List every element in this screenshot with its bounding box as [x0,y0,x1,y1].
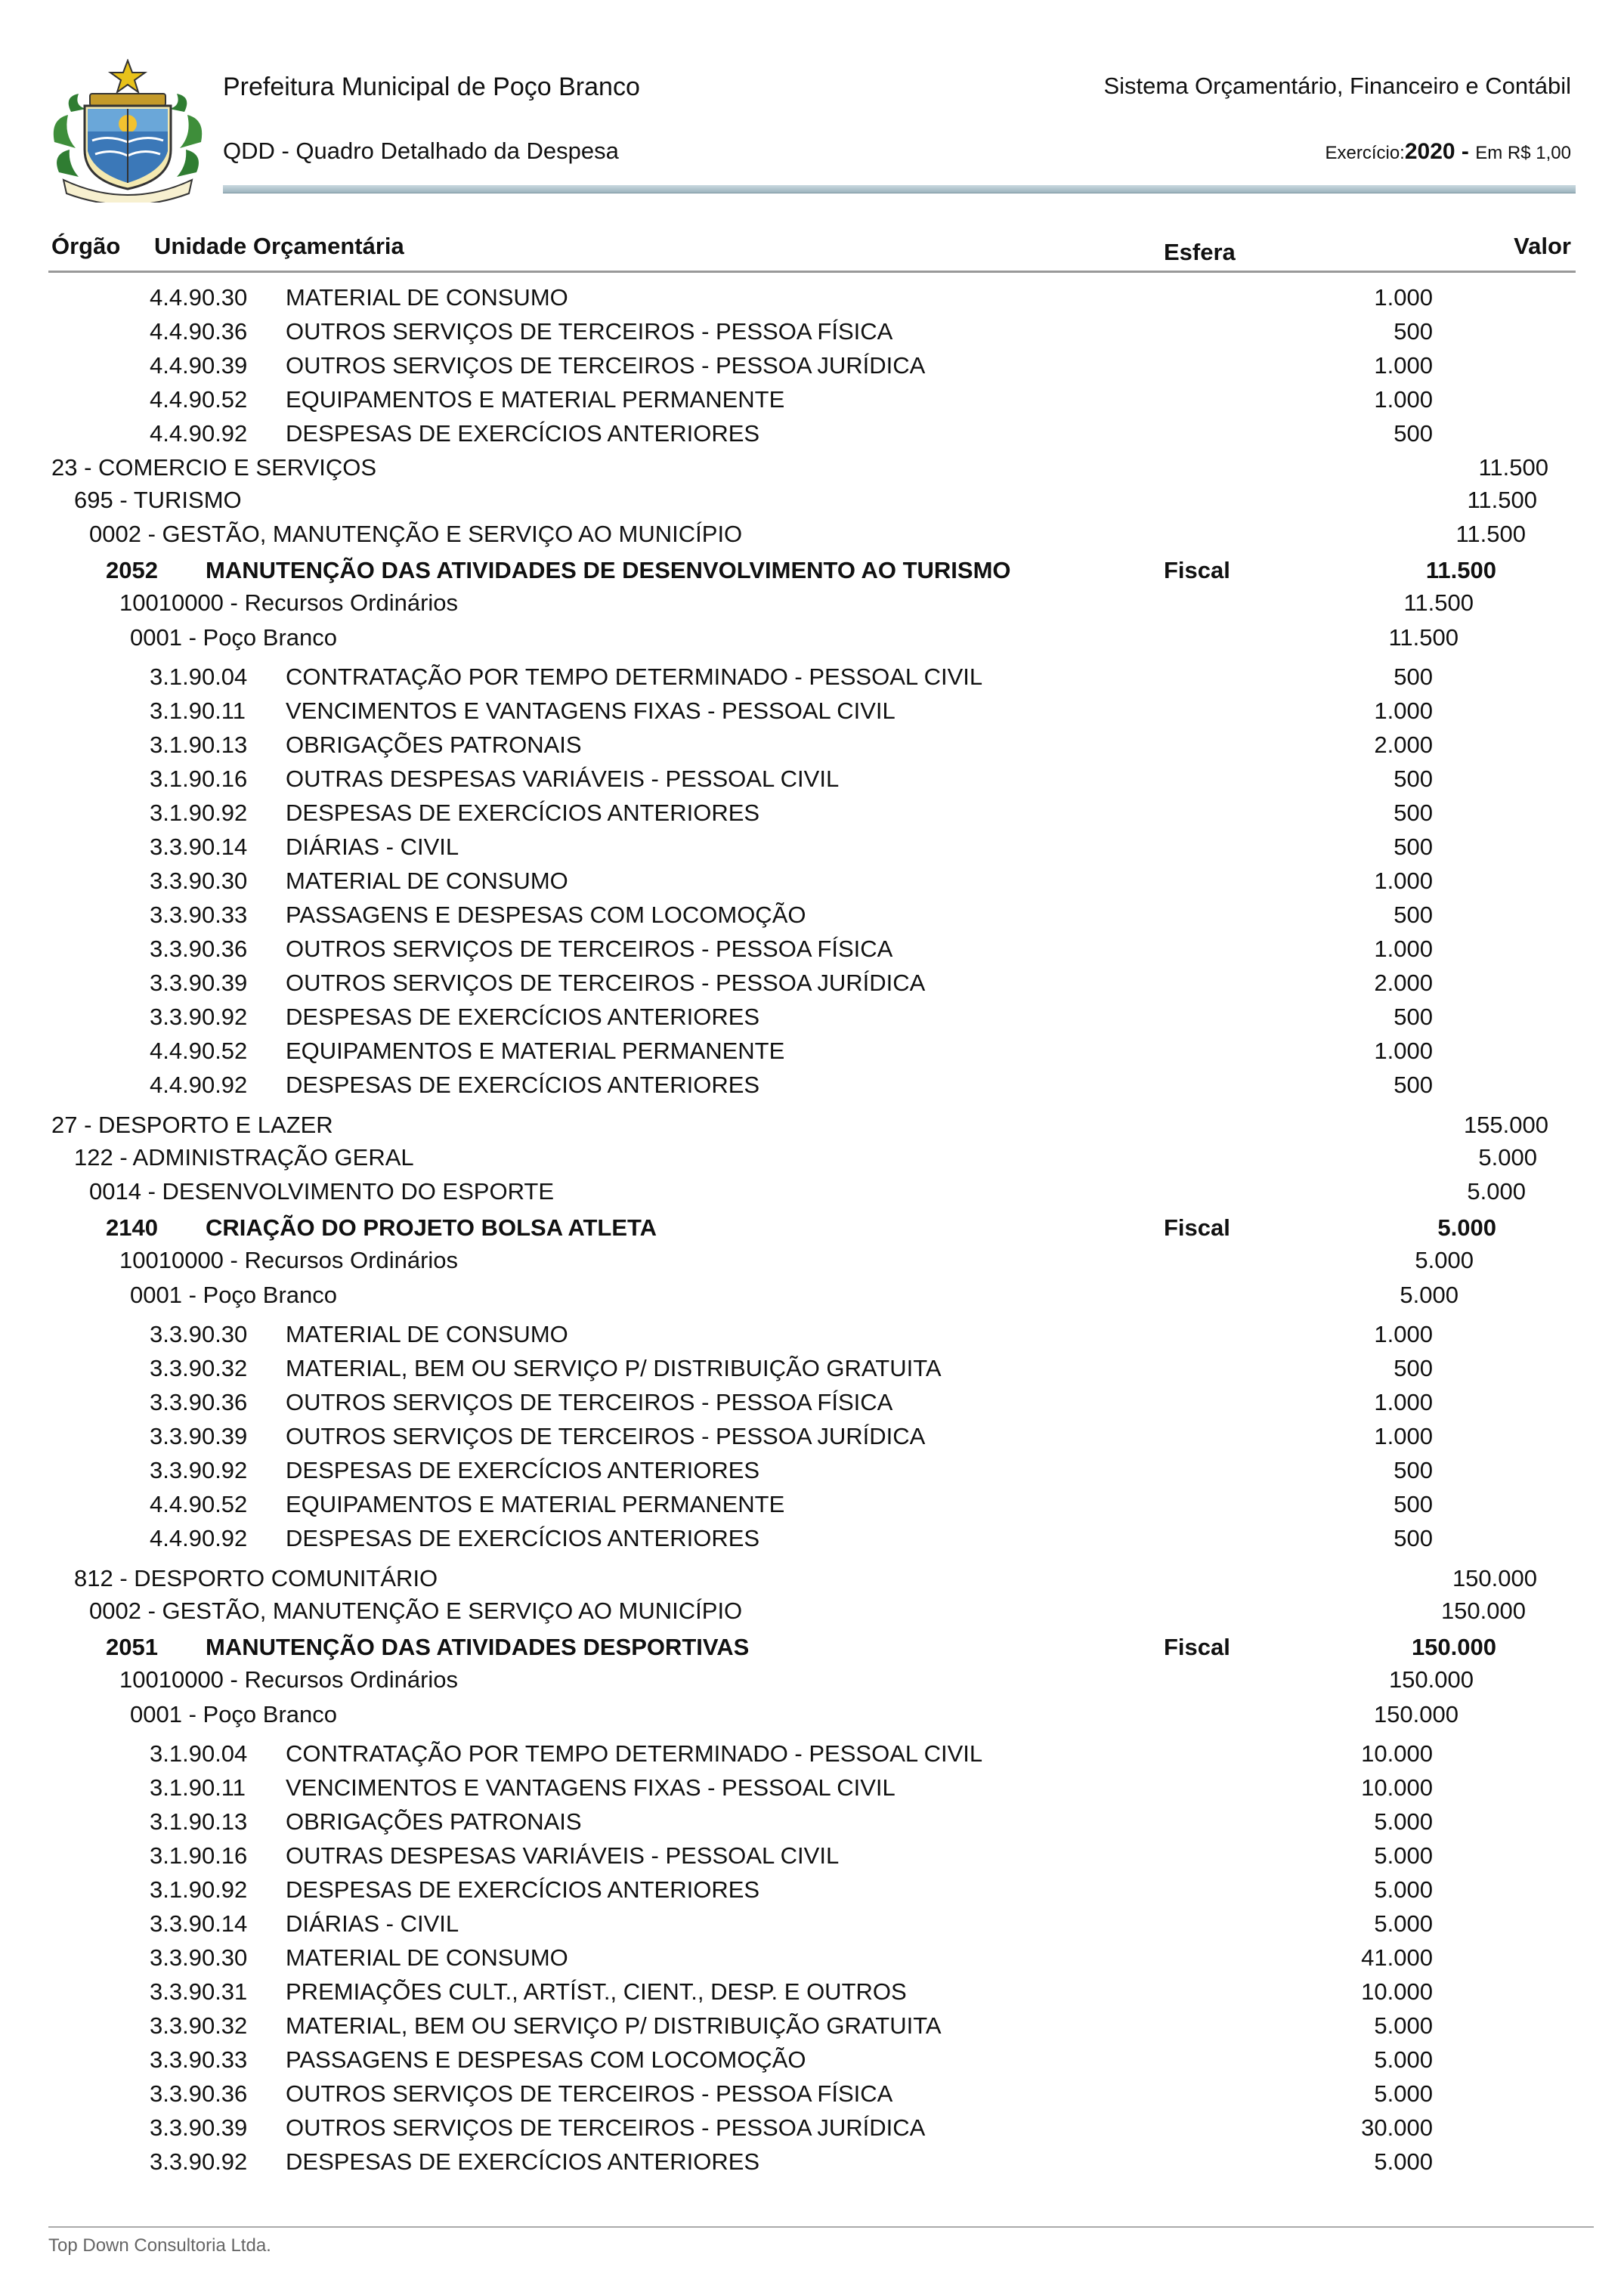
footer-divider [48,2226,1594,2228]
table-row-acao [0,554,1624,587]
table-row-item [0,1839,1624,1873]
table-row-item [0,967,1624,1000]
expense-description: OUTROS SERVIÇOS DE TERCEIROS - PESSOA JURÍDICA [286,352,926,379]
expense-code: 3.3.90.36 [150,1389,248,1415]
local-label: 0001 - Poço Branco [130,624,338,651]
system-name: Sistema Orçamentário, Financeiro e Contábil [1103,73,1571,99]
row-value: 500 [1394,800,1433,826]
table-row-subfuncao [0,1141,1624,1174]
expense-code: 2052 [106,557,158,583]
expense-description: MATERIAL DE CONSUMO [286,868,568,894]
expense-code: 3.3.90.30 [150,1321,248,1347]
row-value: 5.000 [1374,1808,1433,1835]
expense-code: 3.1.90.16 [150,766,248,792]
expense-description: DESPESAS DE EXERCÍCIOS ANTERIORES [286,1876,760,1903]
row-value: 5.000 [1374,2012,1433,2039]
row-value: 10.000 [1361,1774,1433,1801]
expense-code: 3.3.90.33 [150,902,248,928]
expense-code: 3.3.90.39 [150,970,248,996]
row-value: 1.000 [1374,352,1433,379]
expense-code: 3.3.90.36 [150,936,248,962]
exercise-separator: - [1455,139,1476,164]
table-row-item [0,1318,1624,1351]
expense-description: OUTROS SERVIÇOS DE TERCEIROS - PESSOA JURÍDICA [286,970,926,996]
row-value: 155.000 [1463,1112,1548,1138]
table-row-item [0,1907,1624,1941]
esfera-value: Fiscal [1164,1634,1230,1660]
row-value: 500 [1394,766,1433,792]
expense-description: OUTRAS DESPESAS VARIÁVEIS - PESSOAL CIVIL [286,766,840,792]
expense-description: EQUIPAMENTOS E MATERIAL PERMANENTE [286,386,785,413]
table-row-item [0,1488,1624,1521]
row-value: 5.000 [1478,1144,1537,1171]
recurso-label: 10010000 - Recursos Ordinários [119,1247,459,1273]
row-value: 11.500 [1425,557,1496,583]
table-row-subfuncao [0,484,1624,517]
report-header [0,0,1624,219]
expense-description: DIÁRIAS - CIVIL [286,834,459,860]
expense-code: 4.4.90.52 [150,1491,248,1517]
table-row-subfuncao [0,1562,1624,1595]
table-row-local [0,1279,1624,1312]
row-value: 1.000 [1374,1389,1433,1415]
table-row-item [0,1873,1624,1907]
expense-description: MATERIAL DE CONSUMO [286,1321,568,1347]
table-row-local [0,1698,1624,1731]
table-row-item [0,2145,1624,2179]
expense-description: OUTROS SERVIÇOS DE TERCEIROS - PESSOA FÍSICA [286,936,893,962]
row-value: 1.000 [1374,1038,1433,1064]
expense-description: MATERIAL DE CONSUMO [286,1944,568,1971]
expense-code: 3.3.90.30 [150,868,248,894]
expense-description: CONTRATAÇÃO POR TEMPO DETERMINADO - PESSOAL CIVIL [286,1740,983,1767]
expense-description: CONTRATAÇÃO POR TEMPO DETERMINADO - PESSOAL CIVIL [286,663,983,690]
row-value: 5.000 [1415,1247,1474,1273]
table-row-local [0,621,1624,654]
table-row-item [0,1454,1624,1487]
table-row-item [0,1001,1624,1034]
expense-code: 3.3.90.32 [150,1355,248,1381]
table-row-item [0,1975,1624,2009]
expense-code: 3.1.90.92 [150,1876,248,1903]
row-value: 30.000 [1361,2114,1433,2141]
row-value: 500 [1394,834,1433,860]
table-row-item [0,762,1624,796]
row-value: 500 [1394,1004,1433,1030]
expense-description: DESPESAS DE EXERCÍCIOS ANTERIORES [286,420,760,447]
table-row-item [0,1805,1624,1839]
expense-description: OBRIGAÇÕES PATRONAIS [286,731,582,758]
expense-description: DESPESAS DE EXERCÍCIOS ANTERIORES [286,800,760,826]
table-row-item [0,1771,1624,1805]
expense-code: 3.3.90.32 [150,2012,248,2039]
row-value: 150.000 [1452,1565,1537,1591]
expense-description: VENCIMENTOS E VANTAGENS FIXAS - PESSOAL CIVIL [286,697,896,724]
table-row-programa [0,518,1624,551]
table-row-item [0,796,1624,830]
table-row-item [0,1035,1624,1068]
exercise-year: 2020 [1404,139,1455,164]
expense-description: MANUTENÇÃO DAS ATIVIDADES DE DESENVOLVIMENTO AO TURISMO [206,557,1011,583]
header-divider [223,185,1576,193]
expense-description: OUTROS SERVIÇOS DE TERCEIROS - PESSOA FÍSICA [286,2080,893,2107]
expense-description: OBRIGAÇÕES PATRONAIS [286,1808,582,1835]
row-value: 500 [1394,1072,1433,1098]
local-label: 0001 - Poço Branco [130,1701,338,1727]
expense-code: 3.3.90.33 [150,2046,248,2073]
row-value: 1.000 [1374,1321,1433,1347]
subfuncao-label: 695 - TURISMO [74,487,242,513]
table-row-funcao [0,1109,1624,1142]
expense-description: CRIAÇÃO DO PROJETO BOLSA ATLETA [206,1214,657,1241]
expense-code: 3.1.90.04 [150,1740,248,1767]
table-row-item [0,1386,1624,1419]
row-value: 5.000 [1467,1178,1526,1205]
row-value: 5.000 [1374,2046,1433,2073]
subfuncao-label: 812 - DESPORTO COMUNITÁRIO [74,1565,438,1591]
row-value: 1.000 [1374,386,1433,413]
table-row-item [0,315,1624,348]
table-row-item [0,933,1624,966]
expense-code: 3.3.90.39 [150,1423,248,1449]
expense-code: 4.4.90.92 [150,1072,248,1098]
expense-code: 3.1.90.13 [150,1808,248,1835]
expense-description: EQUIPAMENTOS E MATERIAL PERMANENTE [286,1491,785,1517]
row-value: 11.500 [1388,624,1459,651]
table-row-item [0,1420,1624,1453]
row-value: 500 [1394,902,1433,928]
expense-code: 3.3.90.92 [150,1004,248,1030]
expense-code: 3.1.90.11 [150,1774,246,1801]
municipal-coat-of-arms-icon [48,59,207,203]
expense-description: OUTROS SERVIÇOS DE TERCEIROS - PESSOA FÍSICA [286,1389,893,1415]
expense-description: VENCIMENTOS E VANTAGENS FIXAS - PESSOAL CIVIL [286,1774,896,1801]
expense-code: 4.4.90.39 [150,352,248,379]
row-value: 5.000 [1374,2148,1433,2175]
expense-description: PASSAGENS E DESPESAS COM LOCOMOÇÃO [286,902,806,928]
expense-code: 4.4.90.30 [150,284,248,311]
table-row-item [0,1941,1624,1975]
report-subtitle: QDD - Quadro Detalhado da Despesa [223,138,619,164]
esfera-value: Fiscal [1164,1214,1230,1241]
expense-code: 3.1.90.92 [150,800,248,826]
expense-description: OUTRAS DESPESAS VARIÁVEIS - PESSOAL CIVIL [286,1842,840,1869]
table-row-item [0,694,1624,728]
table-row-funcao [0,451,1624,484]
row-value: 500 [1394,663,1433,690]
footer-company: Top Down Consultoria Ltda. [48,2235,271,2256]
table-row-item [0,1737,1624,1771]
table-row-item [0,349,1624,382]
row-value: 2.000 [1374,731,1433,758]
row-value: 5.000 [1437,1214,1496,1241]
expense-code: 3.3.90.92 [150,2148,248,2175]
expense-description: MATERIAL, BEM OU SERVIÇO P/ DISTRIBUIÇÃO GRATUITA [286,1355,942,1381]
row-value: 1.000 [1374,936,1433,962]
table-row-item [0,383,1624,416]
expense-description: EQUIPAMENTOS E MATERIAL PERMANENTE [286,1038,785,1064]
expense-code: 3.3.90.14 [150,834,248,860]
row-value: 1.000 [1374,868,1433,894]
column-header-divider [48,271,1576,273]
local-label: 0001 - Poço Branco [130,1282,338,1308]
column-header-unidade: Unidade Orçamentária [154,233,404,259]
expense-code: 3.3.90.36 [150,2080,248,2107]
expense-code: 3.1.90.11 [150,697,246,724]
expense-code: 3.3.90.30 [150,1944,248,1971]
row-value: 5.000 [1400,1282,1459,1308]
table-row-recurso [0,1244,1624,1277]
table-row-item [0,2009,1624,2043]
row-value: 11.500 [1467,487,1537,513]
row-value: 150.000 [1440,1598,1526,1624]
table-row-item [0,417,1624,450]
expense-description: PREMIAÇÕES CULT., ARTÍST., CIENT., DESP. E OUTROS [286,1978,907,2005]
exercise-label: Exercício: [1325,143,1405,163]
table-row-item [0,899,1624,932]
table-row-recurso [0,1663,1624,1697]
expense-code: 3.1.90.16 [150,1842,248,1869]
expense-code: 4.4.90.92 [150,1525,248,1551]
row-value: 150.000 [1388,1666,1474,1693]
table-row-item [0,281,1624,314]
table-row-item [0,660,1624,694]
row-value: 500 [1394,1355,1433,1381]
table-row-item [0,1522,1624,1555]
programa-label: 0014 - DESENVOLVIMENTO DO ESPORTE [89,1178,555,1205]
column-header-valor: Valor [1514,233,1571,259]
expense-description: OUTROS SERVIÇOS DE TERCEIROS - PESSOA FÍSICA [286,318,893,345]
expense-description: DESPESAS DE EXERCÍCIOS ANTERIORES [286,1004,760,1030]
table-row-item [0,2043,1624,2077]
expense-code: 3.3.90.31 [150,1978,248,2005]
row-value: 10.000 [1361,1978,1433,2005]
table-row-item [0,864,1624,898]
subfuncao-label: 122 - ADMINISTRAÇÃO GERAL [74,1144,414,1171]
row-value: 41.000 [1361,1944,1433,1971]
expense-description: DIÁRIAS - CIVIL [286,1910,459,1937]
expense-code: 4.4.90.52 [150,1038,248,1064]
expense-description: MATERIAL DE CONSUMO [286,284,568,311]
expense-description: OUTROS SERVIÇOS DE TERCEIROS - PESSOA JURÍDICA [286,2114,926,2141]
table-row-item [0,1352,1624,1385]
row-value: 500 [1394,1457,1433,1483]
row-value: 11.500 [1455,521,1526,547]
table-row-item [0,2111,1624,2145]
row-value: 500 [1394,1525,1433,1551]
row-value: 10.000 [1361,1740,1433,1767]
expense-description: DESPESAS DE EXERCÍCIOS ANTERIORES [286,2148,760,2175]
expense-code: 3.3.90.39 [150,2114,248,2141]
row-value: 1.000 [1374,697,1433,724]
table-row-programa [0,1594,1624,1628]
row-value: 1.000 [1374,284,1433,311]
row-value: 5.000 [1374,2080,1433,2107]
row-value: 500 [1394,1491,1433,1517]
recurso-label: 10010000 - Recursos Ordinários [119,589,459,616]
row-value: 11.500 [1478,454,1548,481]
table-row-programa [0,1175,1624,1208]
expense-code: 3.3.90.92 [150,1457,248,1483]
funcao-label: 23 - COMERCIO E SERVIÇOS [51,454,377,481]
table-row-item [0,1069,1624,1102]
table-row-item [0,2077,1624,2111]
expense-code: 4.4.90.92 [150,420,248,447]
municipality-title: Prefeitura Municipal de Poço Branco [223,73,640,101]
row-value: 1.000 [1374,1423,1433,1449]
column-header-orgao: Órgão [51,233,121,259]
expense-code: 3.1.90.13 [150,731,248,758]
expense-description: DESPESAS DE EXERCÍCIOS ANTERIORES [286,1525,760,1551]
funcao-label: 27 - DESPORTO E LAZER [51,1112,333,1138]
table-row-acao [0,1631,1624,1664]
row-value: 2.000 [1374,970,1433,996]
table-row-item [0,728,1624,762]
esfera-value: Fiscal [1164,557,1230,583]
column-header-esfera: Esfera [1164,239,1236,265]
exercise-info [1325,139,1571,165]
expense-code: 2140 [106,1214,158,1241]
expense-code: 4.4.90.36 [150,318,248,345]
expense-description: MANUTENÇÃO DAS ATIVIDADES DESPORTIVAS [206,1634,750,1660]
row-value: 500 [1394,420,1433,447]
table-row-recurso [0,586,1624,620]
row-value: 500 [1394,318,1433,345]
row-value: 150.000 [1373,1701,1459,1727]
expense-code: 3.1.90.04 [150,663,248,690]
expense-code: 2051 [106,1634,158,1660]
row-value: 11.500 [1403,589,1474,616]
currency-unit: Em R$ 1,00 [1475,143,1571,163]
expense-description: DESPESAS DE EXERCÍCIOS ANTERIORES [286,1072,760,1098]
programa-label: 0002 - GESTÃO, MANUTENÇÃO E SERVIÇO AO MUNICÍPIO [89,521,743,547]
expense-description: PASSAGENS E DESPESAS COM LOCOMOÇÃO [286,2046,806,2073]
row-value: 5.000 [1374,1842,1433,1869]
expense-code: 3.3.90.14 [150,1910,248,1937]
expense-description: DESPESAS DE EXERCÍCIOS ANTERIORES [286,1457,760,1483]
expense-code: 4.4.90.52 [150,386,248,413]
recurso-label: 10010000 - Recursos Ordinários [119,1666,459,1693]
row-value: 5.000 [1374,1876,1433,1903]
programa-label: 0002 - GESTÃO, MANUTENÇÃO E SERVIÇO AO MUNICÍPIO [89,1598,743,1624]
expense-description: OUTROS SERVIÇOS DE TERCEIROS - PESSOA JURÍDICA [286,1423,926,1449]
row-value: 150.000 [1411,1634,1496,1660]
expense-description: MATERIAL, BEM OU SERVIÇO P/ DISTRIBUIÇÃO GRATUITA [286,2012,942,2039]
table-row-item [0,830,1624,864]
row-value: 5.000 [1374,1910,1433,1937]
table-row-acao [0,1211,1624,1245]
